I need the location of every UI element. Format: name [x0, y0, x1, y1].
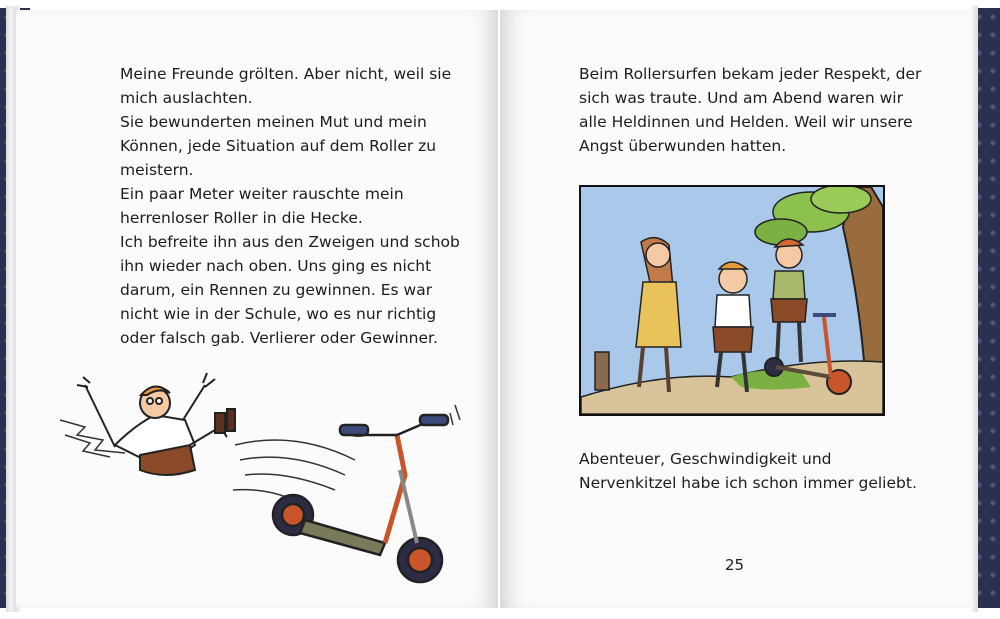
- text-line: darum, ein Rennen zu gewinnen. Es war: [120, 281, 433, 299]
- text-line: Abenteuer, Geschwindigkeit und: [579, 450, 832, 468]
- text-line: Sie bewunderten meinen Mut und mein: [120, 113, 427, 131]
- text-line: sich was traute. Und am Abend waren wir: [579, 89, 903, 107]
- text-line: Beim Rollersurfen bekam jeder Respekt, der: [579, 65, 922, 83]
- kids-with-scooter-illustration: [579, 185, 885, 416]
- text-line: Können, jede Situation auf dem Roller zu: [120, 137, 437, 155]
- text-line: Angst überwunden hatten.: [579, 137, 787, 155]
- text-line: Nervenkitzel habe ich schon immer geliebt.: [579, 474, 917, 492]
- text-line: Ich befreite ihn aus den Zweigen und schob: [120, 233, 460, 251]
- text-line: alle Heldinnen und Helden. Weil wir unsere: [579, 113, 913, 131]
- text-line: herrenloser Roller in die Hecke.: [120, 209, 363, 227]
- text-line: Meine Freunde grölten. Aber nicht, weil sie: [120, 65, 452, 83]
- page-stack-right: [972, 6, 978, 612]
- text-line: ihn wieder nach oben. Uns ging es nicht: [120, 257, 432, 275]
- right-page-bottom-text: [579, 447, 917, 495]
- falling-boy-scooter-illustration: [55, 365, 475, 595]
- text-line: meistern.: [120, 161, 194, 179]
- falling-boy: [77, 373, 235, 475]
- scooter: [273, 415, 448, 582]
- text-line: nicht wie in der Schule, wo es nur richtig: [120, 305, 437, 323]
- left-page-text: [120, 62, 460, 350]
- page-number: 25: [725, 556, 745, 574]
- text-line: mich auslachten.: [120, 89, 253, 107]
- text-line: oder falsch gab. Verlierer oder Gewinner.: [120, 329, 438, 347]
- text-line: Ein paar Meter weiter rauschte mein: [120, 185, 404, 203]
- right-page-text: [579, 62, 921, 158]
- stump: [595, 352, 609, 390]
